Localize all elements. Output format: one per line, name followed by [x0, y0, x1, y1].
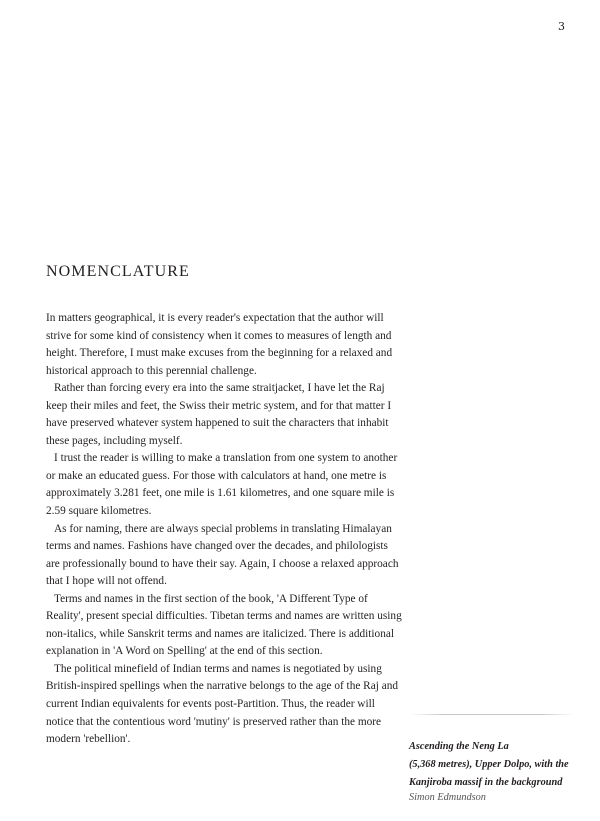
caption-divider — [410, 714, 574, 715]
paragraph: I trust the reader is willing to make a translation from one system to another or make an educated guess. For those with calculators at hand, one metre is approximately 3.281 feet, one mile is 1.61 kilometres, and one square mile is 2.59 square kilometres. — [46, 452, 398, 518]
paragraph: Terms and names in the first section of the book, 'A Different Type of Reality', present special difficulties. Tibetan terms and names are written using non-italics, while Sanskrit terms and names are italicized. There is additional explanation in 'A Word on Spelling' at the end of this section. — [46, 592, 402, 658]
page-number: 3 — [558, 20, 565, 33]
paragraph: As for naming, there are always special problems in translating Himalayan terms and names. Fashions have changed over the decades, and philologists are professionally bound to have their say. Again, I choose a relaxed approach that I hope will not offend. — [46, 522, 399, 588]
photo-credit: Simon Edmundson — [409, 792, 486, 803]
paragraph: The political minefield of Indian terms and names is negotiated by using British-inspired spellings when the narrative belongs to the age of the Raj and current Indian equivalents for events post-Partition. Thus, the reader will notice that the contentious word 'mutiny' is preserved rather than the more modern 'rebellion'. — [46, 662, 399, 746]
caption-line: Kanjiroba massif in the background — [409, 777, 563, 788]
section-heading: NOMENCLATURE — [46, 263, 190, 280]
caption-line: Ascending the Neng La — [409, 741, 509, 752]
paragraph: In matters geographical, it is every reader's expectation that the author will strive for some kind of consistency when it comes to measures of length and height. Therefore, I must make excuses from the beginning for a relaxed and historical approach to this perennial challenge. — [46, 312, 393, 377]
caption-line: (5,368 metres), Upper Dolpo, with the — [409, 759, 569, 770]
body-text — [46, 310, 402, 749]
photo-caption — [409, 738, 589, 792]
paragraph: Rather than forcing every era into the same straitjacket, I have let the Raj keep their miles and feet, the Swiss their metric system, and for that matter I have preserved whatever system happened to suit the characters that inhabit these pages, including myself. — [46, 382, 392, 447]
